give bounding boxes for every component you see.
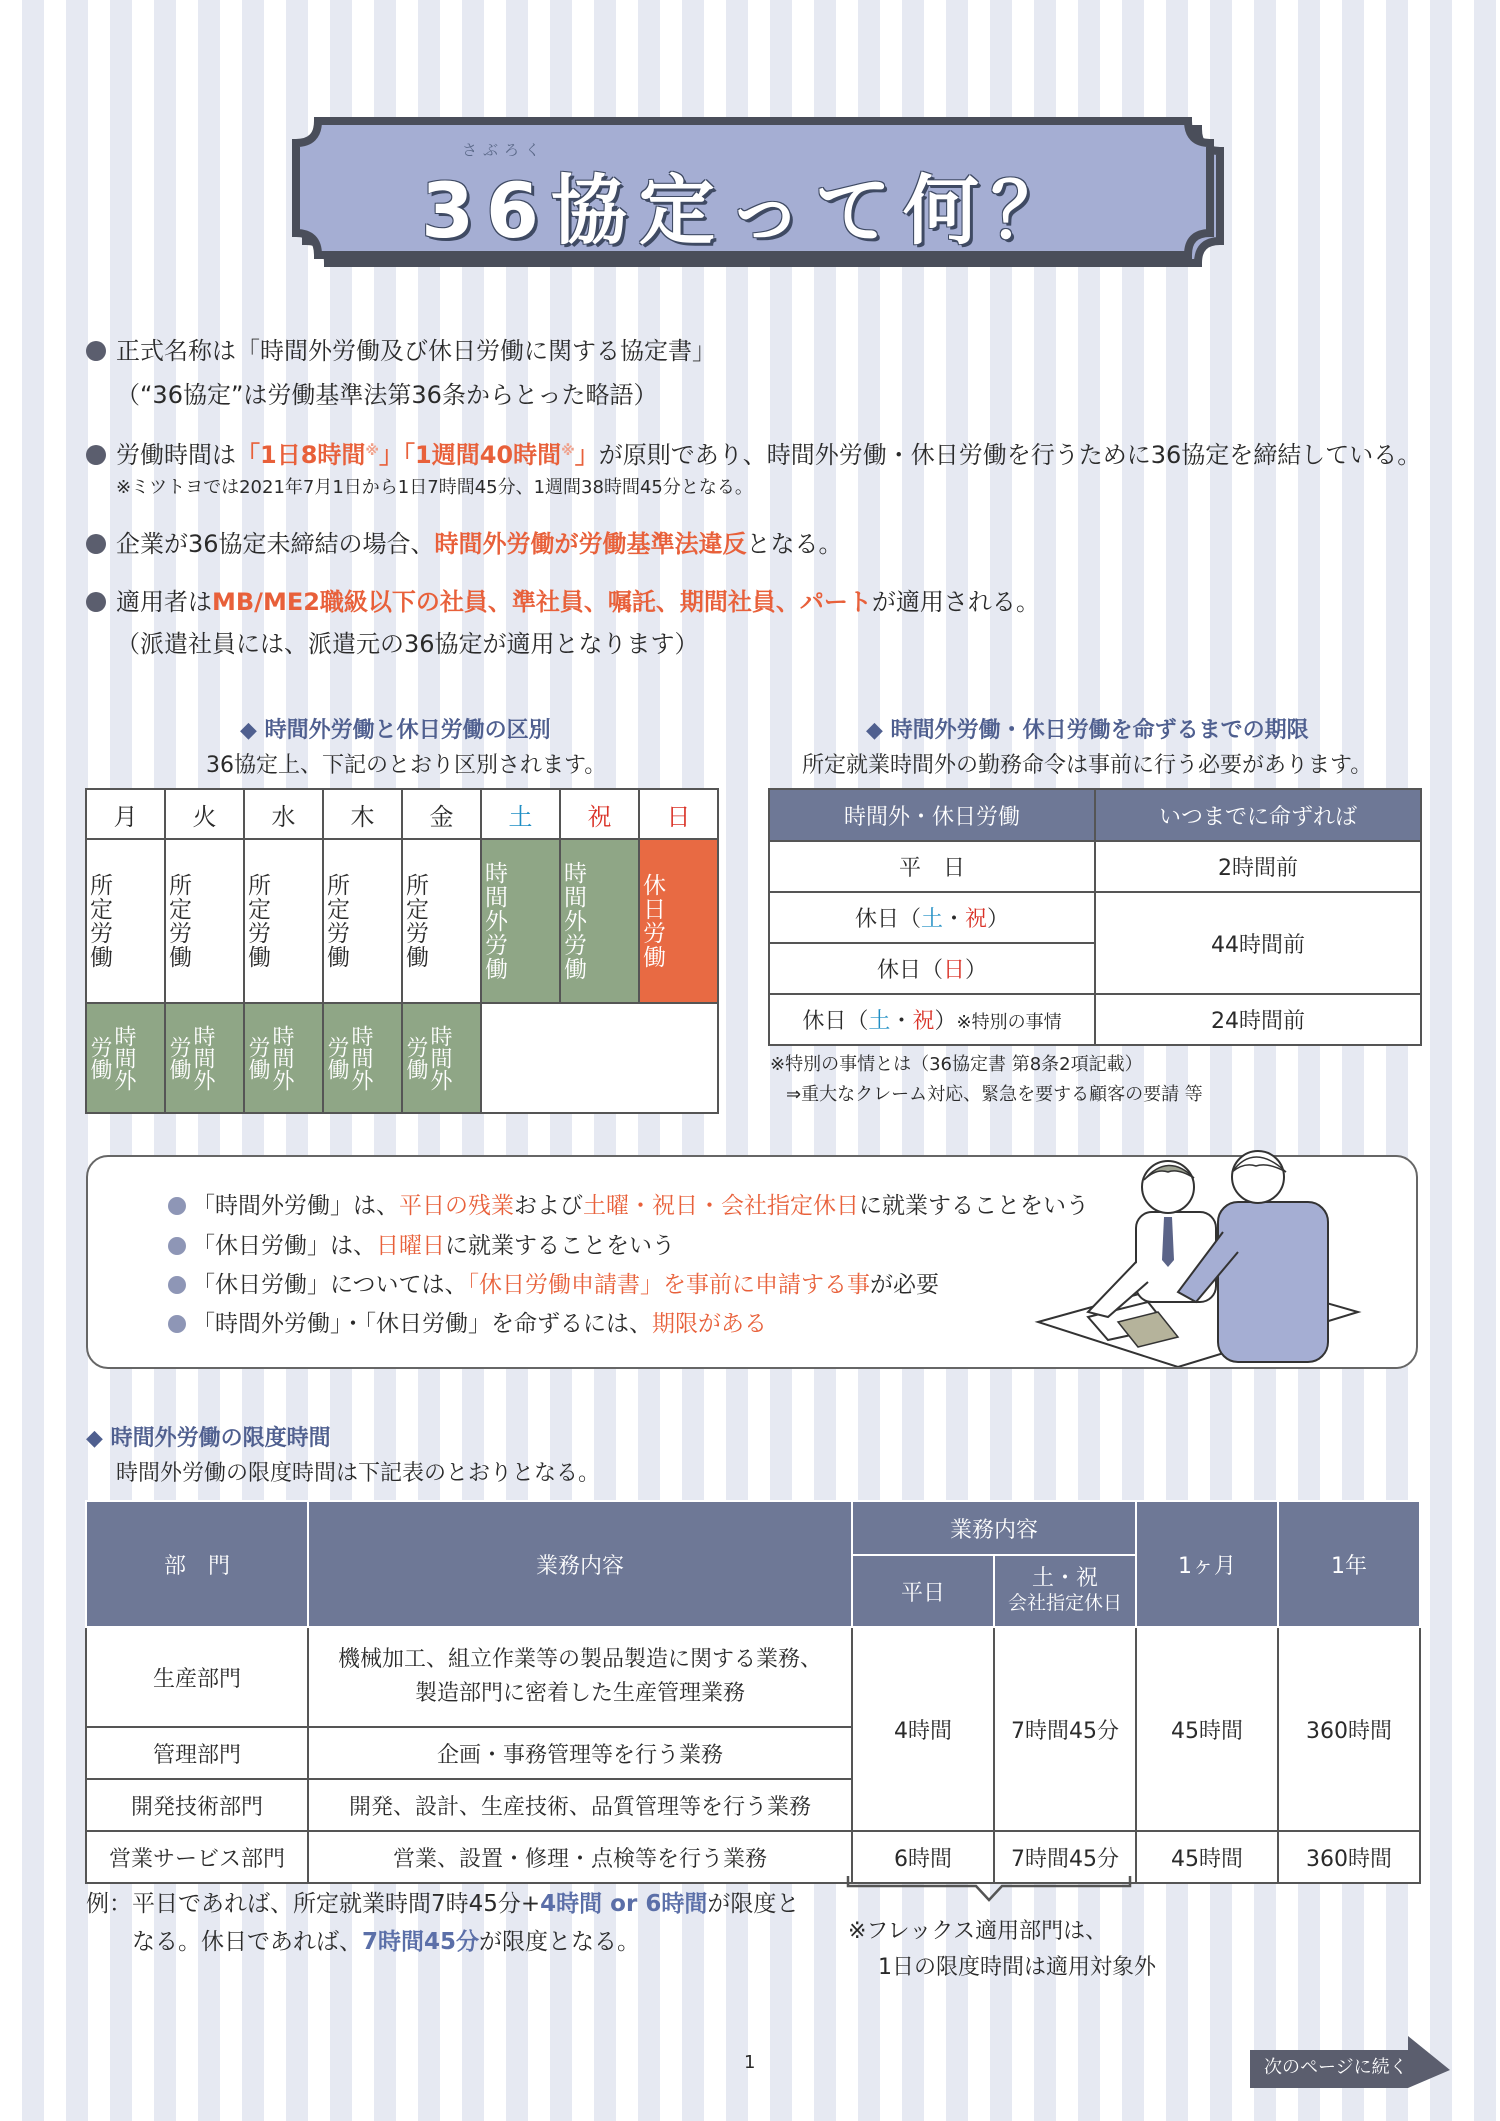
day-sun: 日 xyxy=(639,789,718,839)
deadline-note-1: ※特別の事情とは（36協定書 第8条2項記載） xyxy=(770,1054,1143,1075)
limit-col-group: 業務内容 xyxy=(852,1501,1136,1555)
cell-wed-regular: 所定労働 xyxy=(244,839,323,1003)
limit-row-sales-work: 営業、設置・修理・点検等を行う業務 xyxy=(308,1831,852,1883)
info-line-1: 「時間外労働」は、平日の残業および土曜・祝日・会社指定休日に就業することをいう xyxy=(168,1187,1089,1220)
day-holiday: 祝 xyxy=(560,789,639,839)
cell-mon-regular: 所定労働 xyxy=(86,839,165,1003)
bullet-4: 適用者はMB/ME2職級以下の社員、準社員、嘱託、期間社員、パートが適用される。 xyxy=(86,586,1040,618)
limit-group-holiday: 7時間45分 xyxy=(994,1627,1136,1831)
limit-group-month: 45時間 xyxy=(1136,1627,1278,1831)
next-page-label: 次のページに続く xyxy=(1264,2057,1408,2078)
limit-example-line-1: 例：平日であれば、所定就業時間7時45分+4時間 or 6時間が限度と xyxy=(86,1891,800,1917)
limit-row-production-work: 機械加工、組立作業等の製品製造に関する業務、 製造部門に密着した生産管理業務 xyxy=(308,1627,852,1727)
page-number: 1 xyxy=(744,2052,756,2073)
bullet-dot xyxy=(86,592,106,612)
bullet-dot xyxy=(86,534,106,554)
day-fri: 金 xyxy=(402,789,481,839)
group-bracket xyxy=(846,1874,1132,1904)
cell-sun-holiday: 休日労働 xyxy=(639,839,718,1003)
limit-group-weekday: 4時間 xyxy=(852,1627,994,1831)
deadline-table xyxy=(768,788,1422,1046)
limit-row-admin-dept: 管理部門 xyxy=(86,1727,308,1779)
day-tue: 火 xyxy=(165,789,244,839)
info-box xyxy=(86,1155,1418,1369)
limit-row-dev-work: 開発、設計、生産技術、品質管理等を行う業務 xyxy=(308,1779,852,1831)
deadline-row-weekday-value: 2時間前 xyxy=(1095,841,1421,892)
flex-note-2: 1日の限度時間は適用対象外 xyxy=(878,1955,1156,1980)
limit-col-work: 業務内容 xyxy=(308,1501,852,1627)
bullet-2: 労働時間は「1日8時間※」「1週間40時間※」が原則であり、時間外労働・休日労働を行うために36協定を締結している。 xyxy=(86,435,1421,471)
bullet-3: 企業が36協定未締結の場合、時間外労働が労働基準法違反となる。 xyxy=(86,528,843,560)
cell-fri-overtime: 時間外 労働 xyxy=(402,1003,481,1113)
cell-mon-overtime: 時間外 労働 xyxy=(86,1003,165,1113)
deadline-row-special-value: 24時間前 xyxy=(1095,994,1421,1045)
cell-thu-overtime: 時間外 労働 xyxy=(323,1003,402,1113)
limit-sales-weekday: 6時間 xyxy=(852,1831,994,1883)
limit-col-holiday: 土・祝 会社指定休日 xyxy=(994,1555,1136,1627)
deadline-section-heading: ◆ 時間外労働・休日労働を命ずるまでの期限 xyxy=(866,718,1309,743)
bullet-dot xyxy=(86,341,106,361)
cell-tue-regular: 所定労働 xyxy=(165,839,244,1003)
limit-col-dept: 部 門 xyxy=(86,1501,308,1627)
title-ruby: さぶろく xyxy=(462,141,547,159)
day-thu: 木 xyxy=(323,789,402,839)
next-page-button[interactable] xyxy=(1250,2036,1450,2078)
week-section-subheading: 36協定上、下記のとおり区別されます。 xyxy=(206,753,607,778)
cell-weekend-empty xyxy=(481,1003,718,1113)
cell-wed-overtime: 時間外 労働 xyxy=(244,1003,323,1113)
deadline-section-subheading: 所定就業時間外の勤務命令は事前に行う必要があります。 xyxy=(802,753,1373,778)
limit-section-subheading: 時間外労働の限度時間は下記表のとおりとなる。 xyxy=(116,1461,601,1486)
day-wed: 水 xyxy=(244,789,323,839)
deadline-col-type: 時間外・休日労働 xyxy=(769,789,1095,841)
bullet-1-sub: （“36協定”は労働基準法第36条からとった略語） xyxy=(116,381,658,409)
info-line-2: 「休日労働」は、日曜日に就業することをいう xyxy=(168,1227,675,1260)
cell-thu-regular: 所定労働 xyxy=(323,839,402,1003)
deadline-col-when: いつまでに命ずれば xyxy=(1095,789,1421,841)
office-workers-illustration xyxy=(1018,1142,1378,1367)
bullet-2-note: ※ミツトヨでは2021年7月1日から1日7時間45分、1週間38時間45分となる。 xyxy=(116,477,753,498)
limit-col-weekday: 平日 xyxy=(852,1555,994,1627)
limit-row-admin-work: 企画・事務管理等を行う業務 xyxy=(308,1727,852,1779)
flex-note-1: ※フレックス適用部門は、 xyxy=(848,1919,1108,1944)
day-mon: 月 xyxy=(86,789,165,839)
cell-tue-overtime: 時間外 労働 xyxy=(165,1003,244,1113)
limit-col-year: 1年 xyxy=(1278,1501,1420,1627)
cell-holiday-overtime: 時間外労働 xyxy=(560,839,639,1003)
limit-group-year: 360時間 xyxy=(1278,1627,1420,1831)
limit-sales-year: 360時間 xyxy=(1278,1831,1420,1883)
page-title: 36協定って何？ xyxy=(421,166,1079,255)
bullet-4-sub: （派遣社員には、派遣元の36協定が適用となります） xyxy=(116,630,699,658)
deadline-row-sun-label: 休日（日） xyxy=(769,943,1095,994)
limit-example-line-2: なる。休日であれば、7時間45分が限度となる。 xyxy=(132,1929,641,1955)
bullet-dot xyxy=(86,445,106,465)
week-section-heading: ◆ 時間外労働と休日労働の区別 xyxy=(240,718,551,743)
limit-sales-holiday: 7時間45分 xyxy=(994,1831,1136,1883)
limit-col-month: 1ヶ月 xyxy=(1136,1501,1278,1627)
deadline-note-2: ⇒重大なクレーム対応、緊急を要する顧客の要請 等 xyxy=(786,1084,1203,1105)
deadline-row-weekday-label: 平 日 xyxy=(769,841,1095,892)
info-line-3: 「休日労働」については、「休日労働申請書」を事前に申請する事が必要 xyxy=(168,1266,939,1299)
cell-fri-regular: 所定労働 xyxy=(402,839,481,1003)
day-sat: 土 xyxy=(481,789,560,839)
bullet-1: 正式名称は「時間外労働及び休日労働に関する協定書」 xyxy=(86,335,716,367)
overtime-limit-table xyxy=(85,1500,1421,1884)
deadline-row-special-label: 休日（土・祝）※特別の事情 xyxy=(769,994,1095,1045)
deadline-row-sat-label: 休日（土・祝） xyxy=(769,892,1095,943)
limit-row-production-dept: 生産部門 xyxy=(86,1627,308,1727)
limit-row-dev-dept: 開発技術部門 xyxy=(86,1779,308,1831)
limit-sales-month: 45時間 xyxy=(1136,1831,1278,1883)
week-distinction-table xyxy=(85,788,719,1114)
limit-section-heading: ◆ 時間外労働の限度時間 xyxy=(86,1426,331,1451)
limit-row-sales-dept: 営業サービス部門 xyxy=(86,1831,308,1883)
cell-sat-overtime: 時間外労働 xyxy=(481,839,560,1003)
deadline-row-holiday-value: 44時間前 xyxy=(1095,892,1421,994)
info-line-4: 「時間外労働」・「休日労働」を命ずるには、期限がある xyxy=(168,1305,767,1338)
